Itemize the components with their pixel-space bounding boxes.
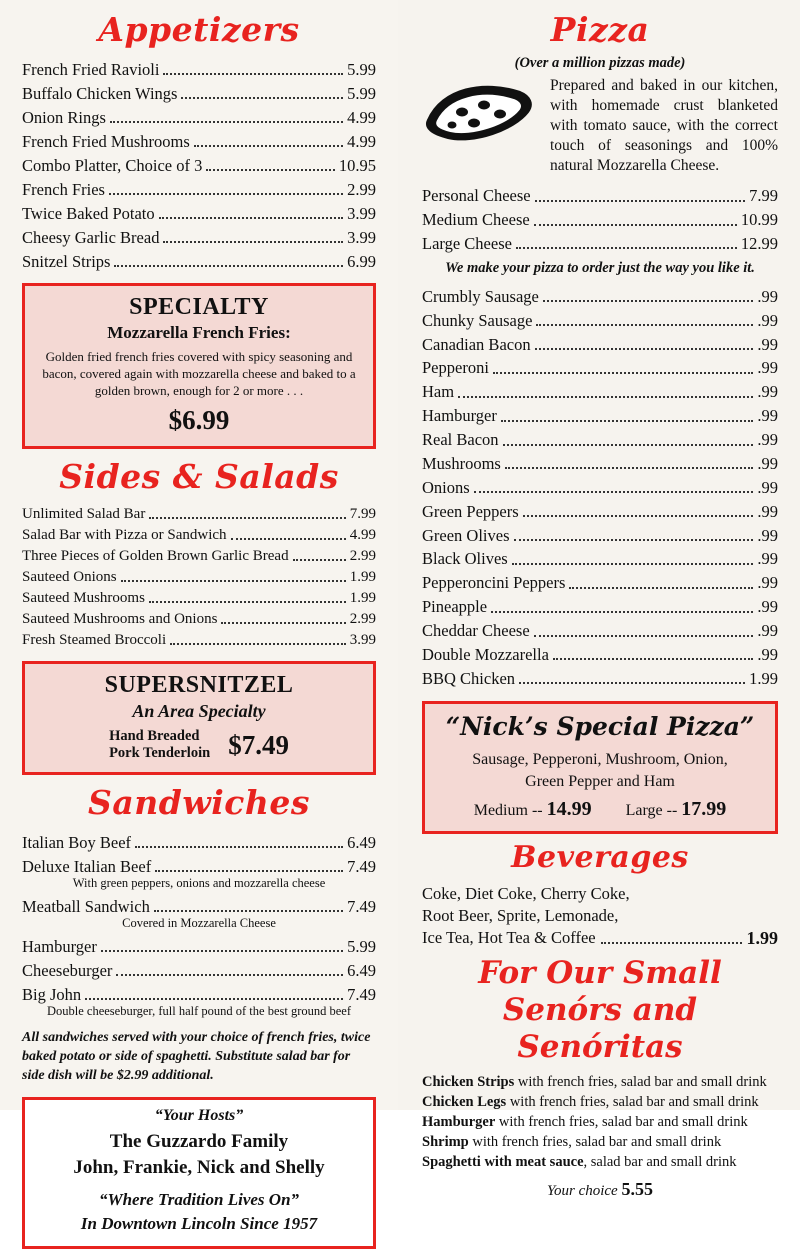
leader-dots [149,601,346,603]
nicks-price-row [433,798,767,821]
nicks-large-label: Large -- [625,801,678,819]
menu-item-price: 4.99 [347,107,376,127]
leader-dots [110,121,343,123]
supersnitzel-label [109,728,210,762]
menu-item-price: .99 [757,573,778,593]
leader-dots [501,420,754,422]
menu-item [422,476,778,500]
menu-item-name: Twice Baked Potato [22,203,155,223]
kids-item-desc: with french fries, salad bar and small drink [514,1073,767,1090]
menu-item-price: 2.99 [347,179,376,199]
sandwich-note: Double cheeseburger, full half pound of the best ground beef [46,1004,352,1018]
kids-choice-row [422,1179,778,1200]
menu-item [22,249,376,273]
menu-item [422,380,778,404]
leader-dots [491,611,753,613]
kids-heading-line2: Senórs and Senóritas [502,991,698,1065]
supersnitzel-price: $7.49 [228,729,289,760]
menu-item-price: 6.99 [347,251,376,271]
menu-item-price: 10.95 [338,155,376,175]
menu-item-name: Snitzel Strips [22,251,111,271]
leader-dots [458,396,753,398]
sandwich-entry [22,934,376,958]
menu-item-price: 2.99 [349,611,376,627]
menu-item-name: Medium Cheese [422,210,530,230]
menu-item-price: 7.49 [347,984,376,1004]
leader-dots [135,846,343,848]
menu-item [22,177,376,201]
sides-heading: Sides & Salads [59,457,339,496]
beverages-price-row [422,927,778,949]
menu-item-name: Onion Rings [22,107,106,127]
menu-item-name: Unlimited Salad Bar [22,506,146,522]
leader-dots [535,200,746,202]
leader-dots [543,300,754,302]
beverages-price: 1.99 [746,927,778,948]
kids-item-name: Shrimp [422,1133,469,1150]
menu-item-price: .99 [757,406,778,426]
menu-item [22,129,376,153]
pizza-intro-text: Prepared and baked in our kitchen, with homemade crust blanketed with tomato sauce, with the correct touch of seasonings and 100% natural Mozzarella Cheese. [550,77,778,174]
leader-dots [149,517,345,519]
leader-dots [231,538,346,540]
leader-dots [474,491,754,493]
menu-item [422,184,778,208]
menu-item-name: Sauteed Onions [22,569,117,585]
menu-item-name: Pineapple [422,597,488,617]
menu-item-price: 2.99 [349,548,376,564]
sides-list [22,504,376,651]
leader-dots [154,910,343,912]
menu-item [22,57,376,81]
menu-item [422,523,778,547]
appetizers-list [22,57,376,273]
kids-item [422,1092,778,1112]
menu-item [22,934,376,958]
leader-dots [523,515,754,517]
hosts-box [22,1097,376,1249]
nicks-special-box [422,701,778,834]
menu-item-price: 3.99 [347,203,376,223]
hosts-quote: “Your Hosts” [154,1107,244,1124]
menu-item-price: 5.99 [347,936,376,956]
specialty-subtitle: Mozzarella French Fries: [107,323,291,342]
menu-item-price: 6.49 [347,960,376,980]
leader-dots [512,563,754,565]
menu-item-name: Black Olives [422,549,508,569]
menu-item-name: Green Peppers [422,501,519,521]
menu-item-name: Cheesy Garlic Bread [22,227,160,247]
leader-dots [181,97,343,99]
sandwich-entry [22,894,376,918]
leader-dots [85,998,343,1000]
leader-dots [194,145,343,147]
supersnitzel-label-line2: Pork Tenderloin [109,745,211,761]
menu-item-name: Sauteed Mushrooms and Onions [22,611,218,627]
left-column [0,0,398,1233]
sandwiches-heading: Sandwiches [88,783,310,822]
menu-item-price: .99 [757,286,778,306]
nicks-medium [474,798,592,821]
sandwich-entry [22,982,376,1006]
menu-item-price: 7.99 [349,506,376,522]
menu-item-price: .99 [757,525,778,545]
leader-dots [116,974,343,976]
kids-item-name: Chicken Legs [422,1093,507,1110]
menu-item [22,830,376,854]
menu-item-price: .99 [757,549,778,569]
menu-item-price: 7.49 [347,856,376,876]
menu-item-name: Personal Cheese [422,186,531,206]
kids-item-desc: with french fries, salad bar and small drink [468,1133,722,1150]
menu-item-name: Cheddar Cheese [422,621,530,641]
nicks-ingredients-line1: Sausage, Pepperoni, Mushroom, Onion, [472,750,728,768]
menu-item-price: 7.49 [347,896,376,916]
menu-item-price: 3.99 [347,227,376,247]
leader-dots [503,444,754,446]
menu-item-name: Meatball Sandwich [22,896,150,916]
menu-item [22,201,376,225]
menu-item-name: Combo Platter, Choice of 3 [22,155,203,175]
kids-item [422,1132,778,1152]
menu-item-price: .99 [757,453,778,473]
leader-dots [534,635,754,637]
pizza-intro-block [422,76,778,176]
nicks-large-price: 17.99 [681,797,727,820]
pizza-slice-icon [422,76,542,151]
menu-item-price: .99 [757,430,778,450]
kids-heading [422,955,778,1066]
menu-item-name: Three Pieces of Golden Brown Garlic Bread [22,548,289,564]
leader-dots [536,324,753,326]
leader-dots [514,539,754,541]
kids-item-name: Chicken Strips [422,1073,515,1090]
kids-choice-label: Your choice [547,1182,618,1199]
menu-item-price: .99 [757,382,778,402]
menu-item-name: Italian Boy Beef [22,832,132,852]
menu-item [422,452,778,476]
menu-item-price: 1.99 [749,668,778,688]
menu-item-price: 5.99 [347,83,376,103]
menu-item [422,571,778,595]
menu-item [22,982,376,1006]
nicks-medium-label: Medium -- [473,801,543,819]
menu-item [422,309,778,333]
menu-item [22,630,376,651]
menu-item-name: French Fries [22,179,105,199]
beverages-line2: Root Beer, Sprite, Lemonade, [422,905,619,925]
menu-item-name: Ham [422,382,455,402]
leader-dots [535,348,754,350]
leader-dots [170,643,346,645]
pizza-made-note: (Over a million pizzas made) [514,55,686,71]
menu-item [22,567,376,588]
menu-item-price: 1.99 [349,590,376,606]
menu-item [22,546,376,567]
menu-item-name: Fresh Steamed Broccoli [22,632,167,648]
pizza-toppings-list [422,285,778,691]
menu-item-price: 6.49 [347,832,376,852]
leader-dots [159,217,343,219]
kids-item-desc: , salad bar and small drink [583,1153,737,1170]
menu-item-price: 4.99 [349,527,376,543]
menu-item [22,525,376,546]
leader-dots [519,682,745,684]
leader-dots [206,169,335,171]
menu-item-name: Double Mozzarella [422,644,549,664]
kids-item-desc: with french fries, salad bar and small drink [495,1113,748,1130]
menu-item [422,428,778,452]
right-column [398,0,800,1199]
menu-item-name: BBQ Chicken [422,668,516,688]
menu-item [22,958,376,982]
menu-item [422,208,778,232]
menu-item [22,504,376,525]
leader-dots [601,942,742,944]
kids-heading-line1: For Our Small [478,954,722,991]
menu-item-price: 12.99 [740,233,778,253]
sandwich-entry [22,854,376,878]
leader-dots [163,73,343,75]
pizza-order-note: We make your pizza to order just the way you like it. [445,259,755,276]
menu-item [22,854,376,878]
sandwich-note: With green peppers, onions and mozzarella cheese [72,876,326,890]
leader-dots [163,241,343,243]
menu-item [22,609,376,630]
menu-item-name: French Fried Mushrooms [22,131,190,151]
menu-item [422,595,778,619]
supersnitzel-price-row [35,728,363,762]
supersnitzel-box [22,661,376,775]
menu-item [22,894,376,918]
kids-list [422,1072,778,1172]
sandwiches-list [22,830,376,1019]
menu-item-price: .99 [757,501,778,521]
leader-dots [101,950,343,952]
menu-item-name: Cheeseburger [22,960,113,980]
menu-item [422,619,778,643]
kids-item-desc: with french fries, salad bar and small drink [506,1093,759,1110]
menu-item-price: 1.99 [349,569,376,585]
menu-item-name: Hamburger [422,406,497,426]
menu-item-price: 4.99 [347,131,376,151]
leader-dots [505,467,754,469]
beverages-heading: Beverages [511,839,689,875]
beverages-line1: Coke, Diet Coke, Cherry Coke, [422,883,630,903]
menu-item [422,356,778,380]
pizza-sizes-list [422,184,778,256]
leader-dots [569,587,753,589]
sandwiches-footnote: All sandwiches served with your choice of french fries, twice baked potato or side of spaghetti. Substitute salad bar for side dish will be $2.99 additional. [22,1030,371,1083]
kids-item [422,1072,778,1092]
menu-item-price: .99 [757,334,778,354]
menu-item-name: Hamburger [22,936,97,956]
menu-item-name: Pepperoni [422,358,489,378]
specialty-price: $6.99 [168,405,230,435]
menu-item-name: Buffalo Chicken Wings [22,83,178,103]
nicks-medium-price: 14.99 [546,797,592,820]
menu-item-name: Mushrooms [422,453,501,473]
specialty-title: SPECIALTY [129,294,269,320]
leader-dots [109,193,343,195]
menu-item-price: .99 [757,621,778,641]
specialty-description: Golden fried french fries covered with spicy seasoning and bacon, covered again with mozzarella cheese and baked to a golden brown, enough for 2 or more . . . [42,349,356,398]
kids-item [422,1112,778,1132]
menu-item-price: 5.99 [347,59,376,79]
leader-dots [155,870,343,872]
menu-item [422,547,778,571]
kids-block [422,1072,778,1200]
menu-item-price: 7.99 [749,186,778,206]
menu-item-price: 3.99 [349,632,376,648]
beverages-block [422,883,778,949]
hosts-names: John, Frankie, Nick and Shelly [73,1157,325,1178]
menu-item-name: Pepperoncini Peppers [422,573,566,593]
appetizers-heading: Appetizers [98,10,300,49]
sandwich-entry [22,830,376,854]
menu-item [22,153,376,177]
menu-item-name: Canadian Bacon [422,334,531,354]
menu-item [22,81,376,105]
supersnitzel-subtitle: An Area Specialty [132,701,266,721]
kids-item-name: Spaghetti with meat sauce [422,1153,584,1170]
leader-dots [493,372,753,374]
menu-item [422,232,778,256]
menu-item-name: Green Olives [422,525,510,545]
menu-item-price: .99 [757,644,778,664]
leader-dots [293,559,346,561]
nicks-ingredients-line2: Green Pepper and Ham [525,772,675,790]
menu-item [422,500,778,524]
menu-item [422,285,778,309]
menu-item-name: Deluxe Italian Beef [22,856,152,876]
sandwich-entry [22,958,376,982]
leader-dots [516,247,737,249]
kids-item [422,1152,778,1172]
pizza-heading: Pizza [550,10,650,49]
leader-dots [534,224,737,226]
kids-choice-price: 5.55 [621,1178,653,1199]
supersnitzel-label-line1: Hand Breaded [109,728,200,744]
menu-item [22,588,376,609]
menu-item-name: Real Bacon [422,430,499,450]
menu-item-price: .99 [757,477,778,497]
menu-item [422,667,778,691]
menu-item-price: .99 [757,358,778,378]
menu-item-name: Onions [422,477,470,497]
leader-dots [553,658,753,660]
menu-item-price: .99 [757,597,778,617]
hosts-tagline: “Where Tradition Lives On” [98,1190,300,1209]
menu-item [422,332,778,356]
menu-item-name: Chunky Sausage [422,310,533,330]
leader-dots [221,622,345,624]
supersnitzel-title: SUPERSNITZEL [104,672,294,698]
menu-item-price: 10.99 [740,210,778,230]
menu-item [22,225,376,249]
beverages-line3: Ice Tea, Hot Tea & Coffee [422,927,596,947]
menu-item [422,643,778,667]
specialty-box [22,283,376,449]
hosts-family: The Guzzardo Family [109,1131,289,1152]
nicks-large [626,798,727,821]
menu-item-name: Sauteed Mushrooms [22,590,145,606]
nicks-special-title: “Nick’s Special Pizza” [445,711,755,741]
menu-item-name: Salad Bar with Pizza or Sandwich [22,527,227,543]
hosts-location: In Downtown Lincoln Since 1957 [80,1214,318,1233]
menu-item-name: Big John [22,984,82,1004]
menu-item-price: .99 [757,310,778,330]
menu-item [422,404,778,428]
kids-item-name: Hamburger [422,1113,496,1130]
menu-item-name: Crumbly Sausage [422,286,539,306]
menu-item [22,105,376,129]
sandwich-note: Covered in Mozzarella Cheese [122,916,276,930]
leader-dots [121,580,346,582]
menu-item-name: French Fried Ravioli [22,59,160,79]
menu-item-name: Large Cheese [422,233,512,253]
leader-dots [114,265,343,267]
